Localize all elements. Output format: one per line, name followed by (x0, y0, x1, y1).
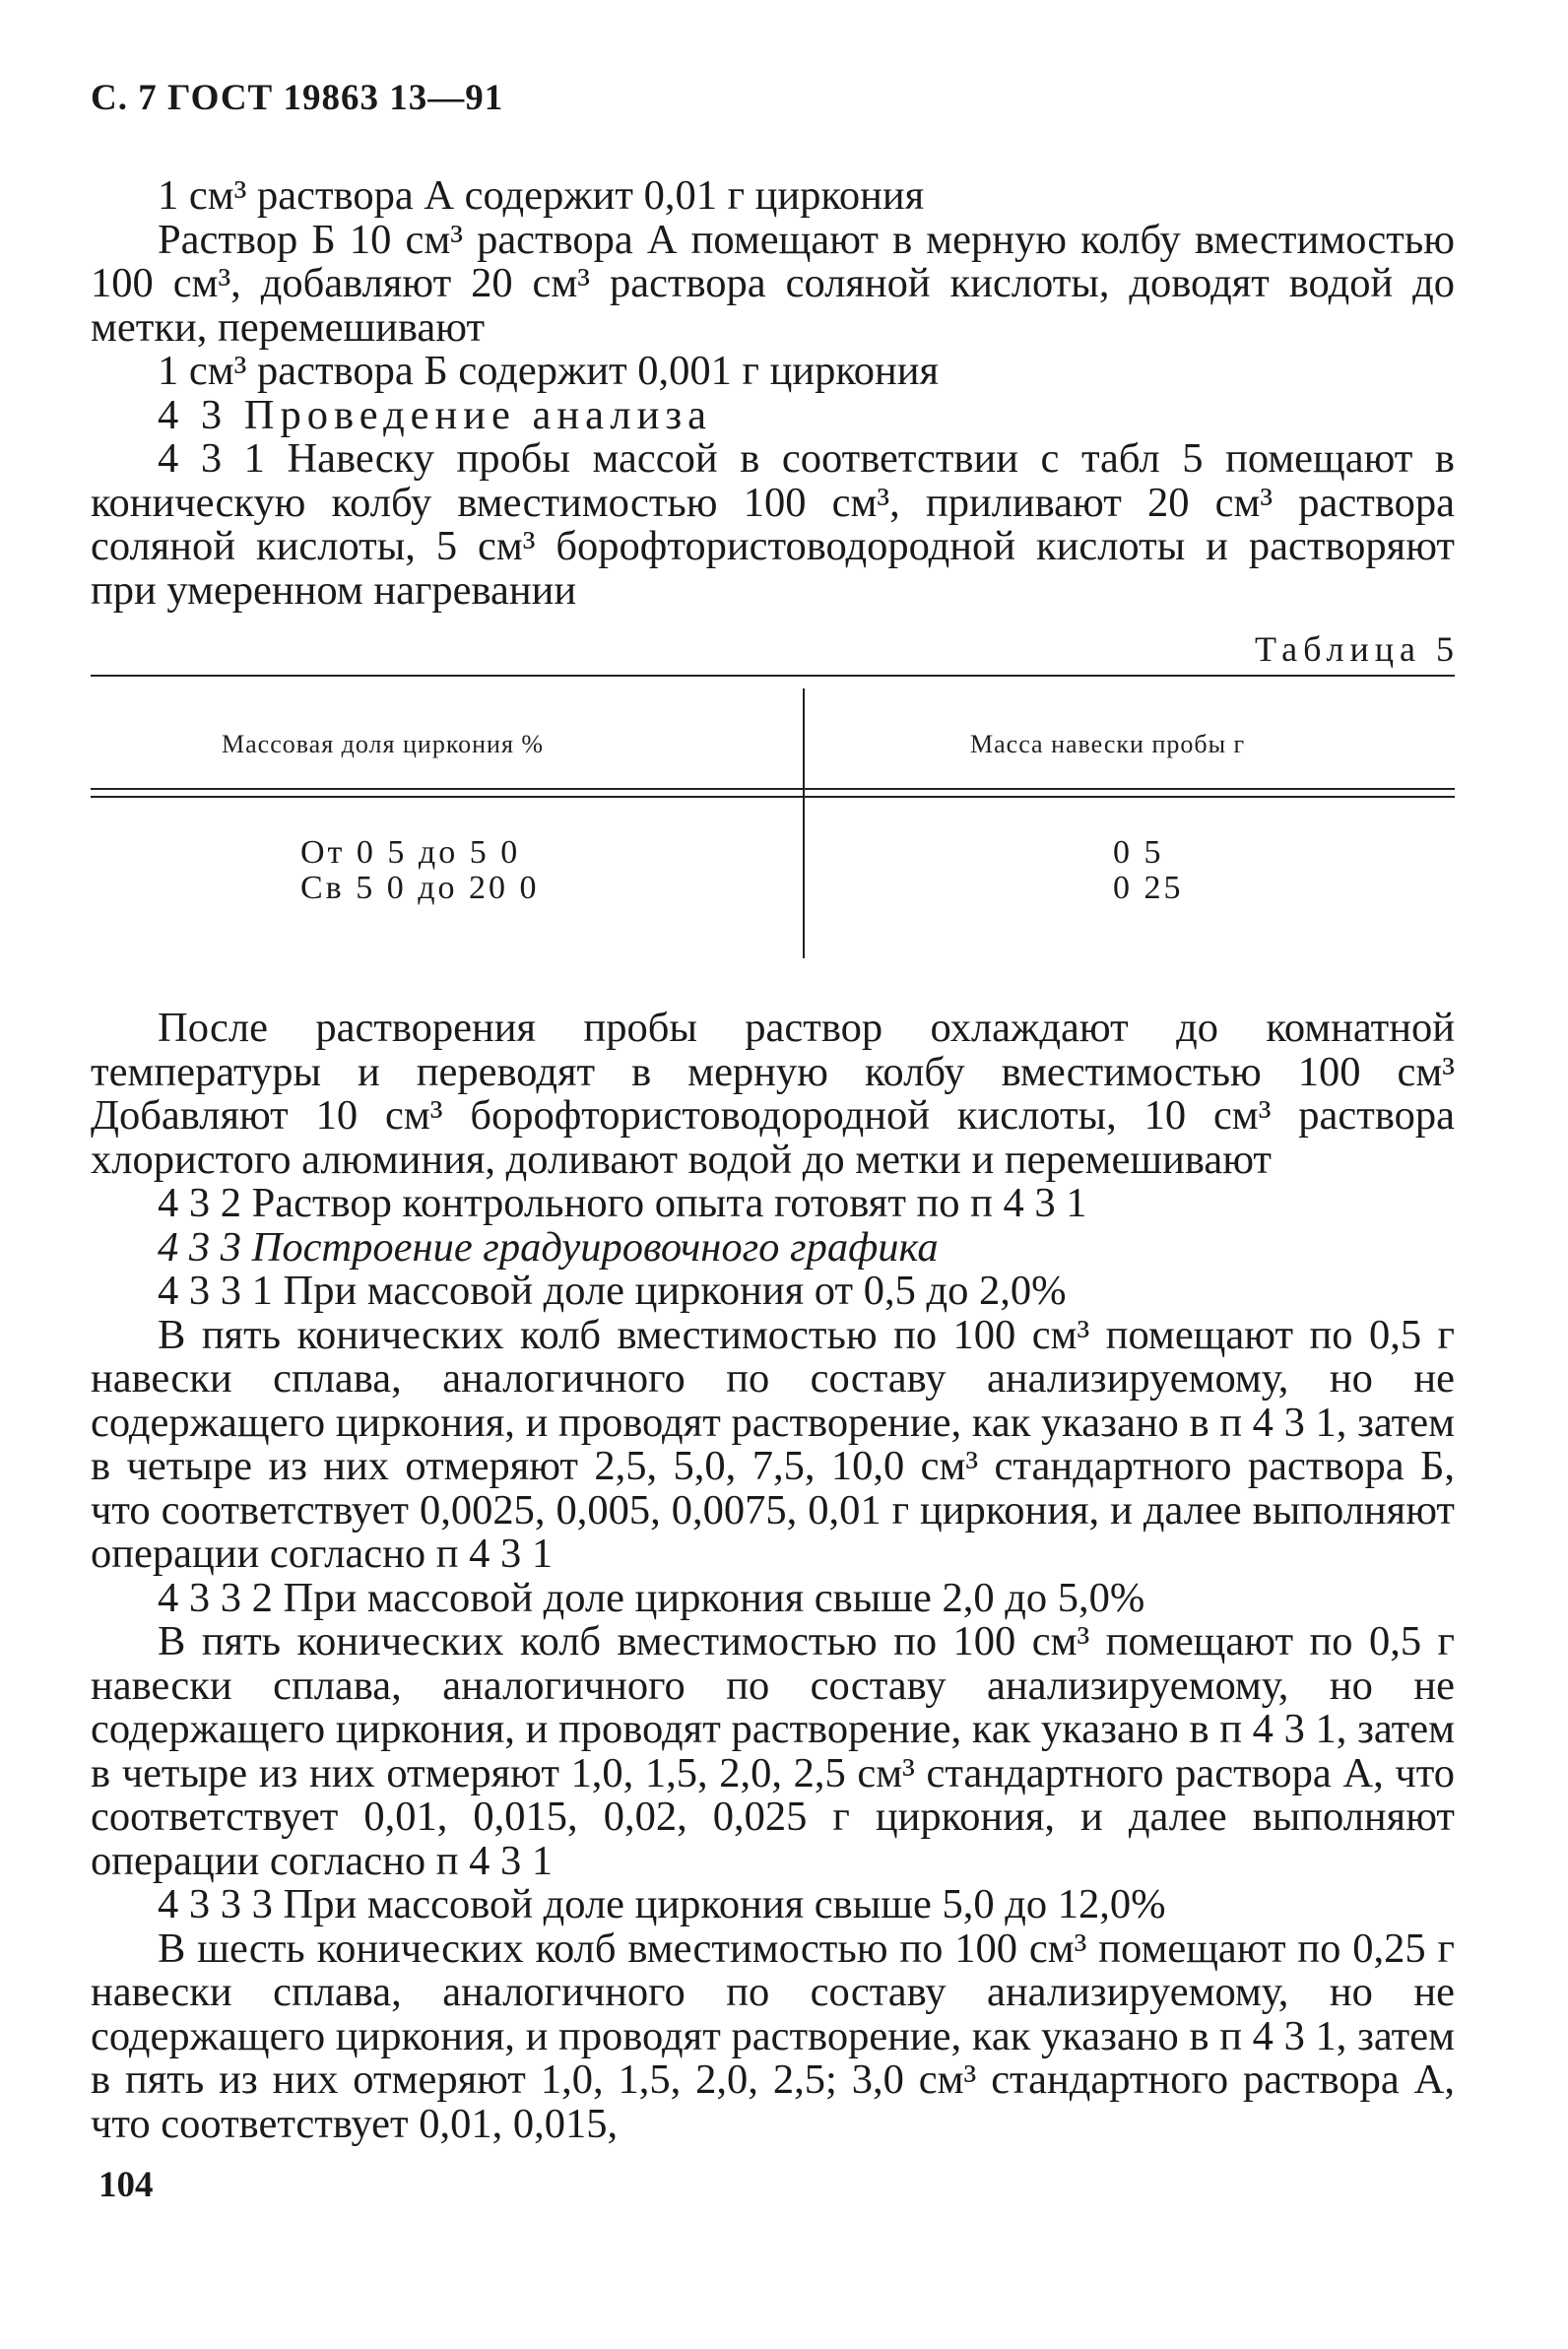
table-cell-range: От 0 5 до 5 0 (300, 834, 521, 871)
main-text-block (91, 1007, 1455, 2146)
paragraph-solution-b: Раствор Б 10 см³ раствора А помещают в мерную колбу вместимостью 100 см³, добавляют 20 см³ раствора соляной кислоты, доводят водой до метки, перемешивают (91, 216, 1455, 351)
table-cell-mass: 0 25 (1113, 870, 1184, 906)
table-header-rule-2 (91, 796, 1455, 798)
paragraph-4-3-3-2: 4 3 3 2 При массовой доле циркония свыше 2,0 до 5,0% (158, 1574, 1145, 1621)
paragraph-4-3-2: 4 3 2 Раствор контрольного опыта готовят по п 4 3 1 (158, 1180, 1087, 1226)
table-header-rule-1 (91, 788, 1455, 790)
table-header-sample-mass: Масса навески пробы г (970, 730, 1246, 758)
paragraph-4-3-3-2-body: В пять конических колб вместимостью по 100 см³ помещают по 0,5 г навески сплава, аналогичного по составу анализируемому, но не содержащего циркония, и проводят растворение, как указано в п 4 3 1, затем в четыре из них отмеряют 1,0, 1,5, 2,0, 2,5 см³ стандартного раствора А, что соответствует 0,01, 0,015, 0,02, 0,025 г циркония, и далее выполняют операции согласно п 4 3 1 (91, 1618, 1455, 1884)
section-heading-analysis: 4 3 Проведение анализа (158, 391, 712, 438)
paragraph-after-dissolution: После растворения пробы раствор охлаждают до комнатной температуры и переводят в мерную колбу вместимостью 100 см³ Добавляют 10 см³ борофтористоводородной кислоты, 10 см³ раствора хлористого алюминия, доливают водой до метки и перемешивают (91, 1005, 1455, 1183)
table-column-divider (803, 688, 805, 958)
paragraph-4-3-3-1: 4 3 3 1 При массовой доле циркония от 0,5 до 2,0% (158, 1268, 1067, 1314)
paragraph-4-3-3-3: 4 3 3 3 При массовой доле циркония свыше 5,0 до 12,0% (158, 1881, 1166, 1927)
page-number: 104 (98, 2165, 154, 2205)
table-cell-mass: 0 5 (1113, 834, 1164, 871)
paragraph-4-3-3-1-body: В пять конических колб вместимостью по 100 см³ помещают по 0,5 г навески сплава, аналогичного по составу анализируемому, но не содержащего циркония, и проводят растворение, как указано в п 4 3 1, затем в четыре из них отмеряют 2,5, 5,0, 7,5, 10,0 см³ стандартного раствора Б, что соответствует 0,0025, 0,005, 0,0075, 0,01 г циркония, и далее выполняют операции согласно п 4 3 1 (91, 1311, 1455, 1577)
paragraph-4-3-3-3-body: В шесть конических колб вместимостью по 100 см³ помещают по 0,25 г навески сплава, аналогичного по составу анализируемому, но не содержащего циркония, и проводят растворение, как указано в п 4 3 1, затем в пять из них отмеряют 1,0, 1,5, 2,0, 2,5; 3,0 см³ стандартного раствора А, что соответствует 0,01, 0,015, (91, 1925, 1455, 2147)
table-cell-range: Св 5 0 до 20 0 (300, 870, 540, 906)
page-header: С. 7 ГОСТ 19863 13—91 (91, 78, 504, 118)
table-top-rule (91, 675, 1455, 677)
paragraph-4-3-1: 4 3 1 Навеску пробы массой в соответствии с табл 5 помещают в коническую колбу вместимостью 100 см³, приливают 20 см³ раствора соляной кислоты, 5 см³ борофтористоводородной кислоты и растворяют при умеренном нагревании (91, 435, 1455, 614)
paragraph-solution-b-content: 1 см³ раствора Б содержит 0,001 г циркония (158, 348, 940, 394)
section-heading-calibration: 4 3 3 Построение градуировочного графика (158, 1223, 939, 1271)
top-text-block (91, 174, 1455, 613)
table-header-mass-fraction: Массовая доля циркония % (222, 730, 545, 758)
paragraph-solution-a-content: 1 см³ раствора А содержит 0,01 г циркония (158, 172, 925, 219)
table-title: Таблица 5 (1255, 629, 1460, 669)
